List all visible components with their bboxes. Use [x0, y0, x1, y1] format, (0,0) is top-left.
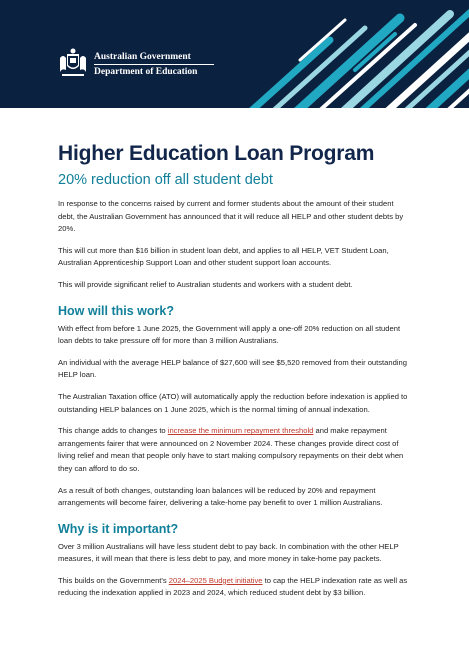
- how-paragraph-4-start: This change adds to changes to: [58, 426, 168, 436]
- why-paragraph-2: [58, 575, 411, 600]
- section-heading-how: How will this work?: [58, 303, 174, 318]
- how-paragraph-5: As a result of both changes, outstanding loan balances will be reduced by 20% and repayment arrangements will become fairer, delivering a take-home pay benefit to over 1 million Australians.: [58, 485, 383, 508]
- why-paragraph-2-end: to cap the HELP indexation rate as well as reducing the indexation applied in 2023 and 2024, which reduced student debt by $3 billion.: [58, 575, 408, 598]
- budget-initiative-link[interactable]: 2024–2025 Budget initiative: [168, 575, 263, 585]
- department-name: Department of Education: [94, 66, 198, 77]
- intro-paragraph-2: This will cut more than $16 billion in student loan debt, and applies to all HELP, VET Student Loan, Australian Apprenticeship Support Loan and other student support loan accounts.: [58, 245, 389, 268]
- how-paragraph-1: With effect from before 1 June 2025, the Government will apply a one-off 20% reduction on all student loan debts to take pressure off for more than 3 million Australians.: [58, 323, 401, 346]
- why-paragraph-2-start: This builds on the Government's: [58, 575, 169, 585]
- coat-of-arms-icon: [58, 48, 88, 80]
- intro-paragraph-3: This will provide significant relief to Australian students and workers with a student debt.: [58, 279, 353, 289]
- document-body: [0, 142, 469, 600]
- how-paragraph-2: An individual with the average HELP balance of $27,600 will see $5,520 removed from their outstanding HELP loan.: [58, 357, 407, 380]
- why-paragraph-1: Over 3 million Australians will have less student debt to pay back. In combination with the other HELP measures, it will mean that there is less debt to pay, and more money in take-home pay packets.: [58, 541, 399, 564]
- header-banner: [0, 0, 469, 108]
- how-paragraph-4-end: and make repayment arrangements fairer that were announced on 2 November 2024. These changes provide direct cost of living relief and mean that people only have to start making compulsory repayments on their debt when they can afford to do so.: [58, 426, 404, 473]
- how-paragraph-3: The Australian Taxation office (ATO) will automatically apply the reduction before indexation is applied to outstanding HELP balances on 1 June 2025, which is the normal timing of annual indexation.: [58, 391, 408, 414]
- gov-name: Australian Government: [94, 51, 191, 62]
- page-subtitle: 20% reduction off all student debt: [58, 172, 273, 188]
- logo-divider: [94, 64, 214, 65]
- how-paragraph-4: [58, 425, 411, 475]
- repayment-threshold-link[interactable]: increase the minimum repayment threshold: [167, 426, 314, 436]
- government-logo: [58, 48, 214, 80]
- page-title: Higher Education Loan Program: [58, 142, 375, 165]
- section-heading-why: Why is it important?: [58, 521, 179, 536]
- intro-paragraph-1: In response to the concerns raised by current and former students about the amount of their student debt, the Australian Government has announced that it will reduce all HELP and other student debts by 20%.: [58, 199, 404, 234]
